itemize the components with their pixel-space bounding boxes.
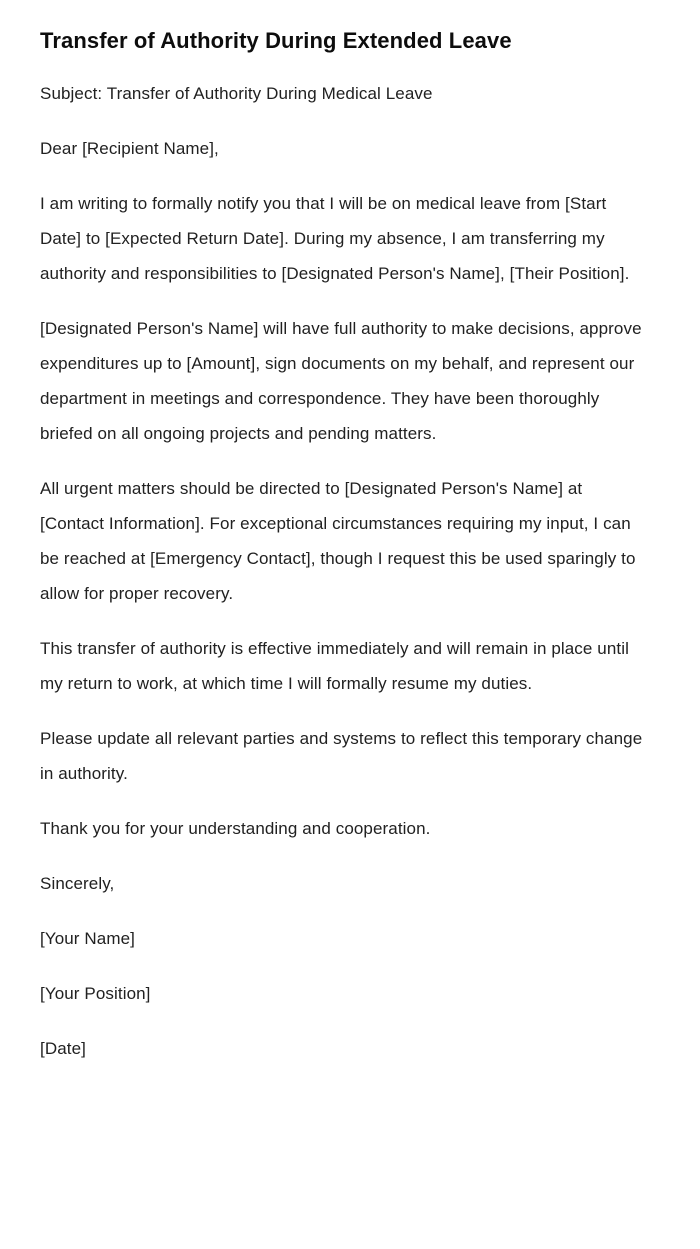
letter-paragraph: Thank you for your understanding and cooperation. (40, 819, 431, 838)
closing: Sincerely, (40, 874, 115, 893)
letter-paragraph: This transfer of authority is effective immediately and will remain in place until my return to work, at which time I will formally resume my duties. (40, 639, 629, 693)
subject-line: Subject: Transfer of Authority During Medical Leave (40, 84, 433, 103)
signature-name: [Your Name] (40, 929, 135, 948)
letter-paragraph: [Designated Person's Name] will have full authority to make decisions, approve expenditures up to [Amount], sign documents on my behalf, and represent our department in meetings and correspondence. They have been thoroughly briefed on all ongoing projects and pending matters. (40, 319, 642, 443)
letter-paragraph: All urgent matters should be directed to [Designated Person's Name] at [Contact Information]. For exceptional circumstances requiring my input, I can be reached at [Emergency Contact], though I request this be used sparingly to allow for proper recovery. (40, 479, 636, 603)
signature-date: [Date] (40, 1039, 86, 1058)
signature-position: [Your Position] (40, 984, 151, 1003)
letter-body (40, 26, 644, 1066)
letter-title: Transfer of Authority During Extended Leave (40, 28, 512, 53)
letter-paragraph: I am writing to formally notify you that I will be on medical leave from [Start Date] to [Expected Return Date]. During my absence, I am transferring my authority and responsibilities to [Designated Person's Name], [Their Position]. (40, 194, 630, 283)
salutation: Dear [Recipient Name], (40, 139, 219, 158)
letter-paragraph: Please update all relevant parties and systems to reflect this temporary change in authority. (40, 729, 643, 783)
